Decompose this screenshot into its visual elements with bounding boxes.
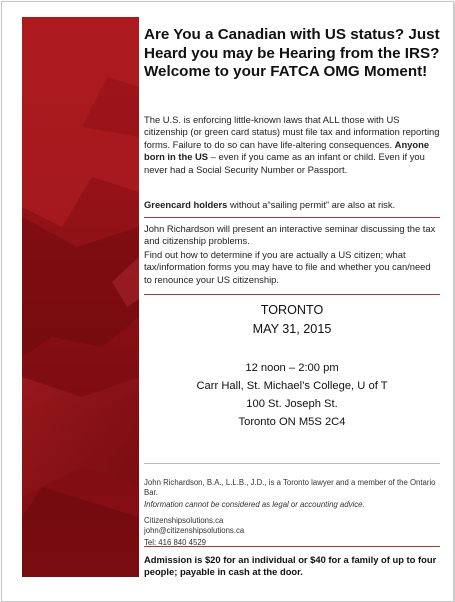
intro-text: The U.S. is enforcing little-known laws that ALL those with US citizenship (or green card status) must file tax and information reporting forms. Failure to do so can have life-altering consequences. — [144, 114, 440, 150]
greencard-paragraph — [144, 199, 440, 211]
intro-paragraph — [144, 114, 440, 176]
details-paragraph: Find out how to determine if you are actually a US citizen; what tax/information forms you may have to file and whether you can/need to renounce your US citizenship. — [144, 249, 431, 285]
headline: Are You a Canadian with US status? Just Heard you may be Hearing from the IRS? Welcome to your FATCA OMG Moment! — [144, 26, 440, 81]
divider — [144, 463, 440, 464]
maple-leaf-graphic — [22, 17, 139, 577]
event-street: 100 St. Joseph St. — [246, 398, 338, 410]
maple-leaf-banner — [22, 17, 139, 577]
greencard-rest: without a“sailing permit” are also at risk. — [227, 199, 396, 210]
website-link[interactable]: Citizenshipsolutions.ca — [144, 515, 224, 525]
event-venue: Carr Hall, St. Michael’s College, U of T — [196, 380, 388, 392]
divider — [144, 217, 440, 218]
greencard-bold: Greencard holders — [144, 199, 228, 210]
lawyer-bio: John Richardson, B.A., L.L.B., J.D., is a Toronto lawyer and a member of the Ontario Bar. — [144, 477, 436, 498]
event-postal: Toronto ON M5S 2C4 — [238, 416, 346, 428]
intro-rest: – even if you came as an infant or child. Even if you never had a Social Security Number or Passport. — [144, 151, 425, 175]
event-city: TORONTO — [260, 303, 324, 317]
email-link[interactable]: john@citizenshipsolutions.ca — [144, 525, 245, 535]
disclaimer — [144, 500, 440, 511]
intro-bold: Anyone born in the US — [144, 138, 430, 163]
flyer-page — [1, 1, 454, 602]
event-time: 12 noon – 2:00 pm — [245, 362, 339, 374]
divider — [144, 294, 440, 295]
phone-number: Tel: 416 840 4529 — [144, 537, 206, 547]
event-date: MAY 31, 2015 — [252, 322, 332, 336]
admission-note: Admission is $20 for an individual or $40 for a family of up to four people; payable in cash at the door. — [144, 554, 437, 578]
disclaimer-text: Information cannot be considered as legal or accounting advice. — [144, 499, 365, 509]
seminar-paragraph: John Richardson will present an interactive seminar discussing the tax and citizenship problems. — [144, 223, 436, 247]
divider — [144, 546, 440, 547]
